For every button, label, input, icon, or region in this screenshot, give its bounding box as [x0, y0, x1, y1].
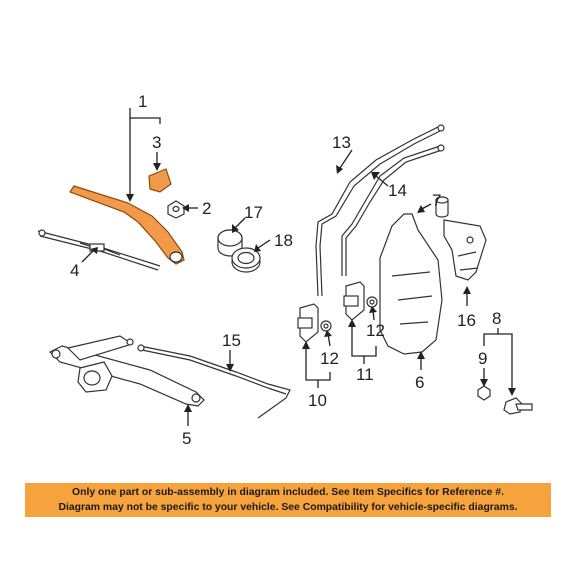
callout-3: 3	[152, 133, 162, 152]
callout-11: 11	[356, 365, 374, 384]
nut-9-part	[478, 386, 490, 400]
callout-15: 15	[222, 331, 241, 350]
callout-12-b: 12	[366, 321, 385, 340]
reservoir-bracket-part	[444, 220, 486, 280]
pump-grommet-a-part	[321, 321, 331, 331]
nut-part	[168, 201, 184, 218]
disclaimer-line-2: Diagram may not be specific to your vehicle. See Compatibility for vehicle-specific diagrams.	[58, 502, 518, 513]
callout-5: 5	[182, 429, 192, 448]
wiper-linkage-part	[50, 336, 204, 406]
callout-10: 10	[308, 391, 327, 410]
callout-14: 14	[388, 181, 407, 200]
callout-8: 8	[492, 309, 502, 328]
callout-7: 7	[432, 191, 442, 210]
callout-18: 18	[274, 231, 293, 250]
pump-grommet-b-part	[367, 297, 377, 307]
callout-2: 2	[202, 199, 212, 218]
disclaimer-banner	[25, 483, 551, 517]
callout-13: 13	[332, 133, 351, 152]
callout-17: 17	[244, 203, 263, 222]
washer-pump-11-part	[344, 282, 364, 320]
washer-pump-10-part	[298, 304, 318, 342]
wiper-arm-part	[70, 186, 184, 264]
wiper-blade-part	[38, 230, 160, 270]
callout-1: 1	[138, 92, 148, 111]
callout-4: 4	[70, 261, 80, 280]
callout-16: 16	[457, 311, 476, 330]
bolt-8-part	[504, 398, 532, 414]
arm-cap-part	[149, 169, 171, 192]
washer-reservoir-part	[380, 197, 448, 354]
callout-9: 9	[478, 349, 488, 368]
callout-6: 6	[415, 373, 425, 392]
disclaimer-line-1: Only one part or sub-assembly in diagram included. See Item Specifics for Reference #.	[72, 487, 504, 498]
callout-12-a: 12	[320, 349, 339, 368]
